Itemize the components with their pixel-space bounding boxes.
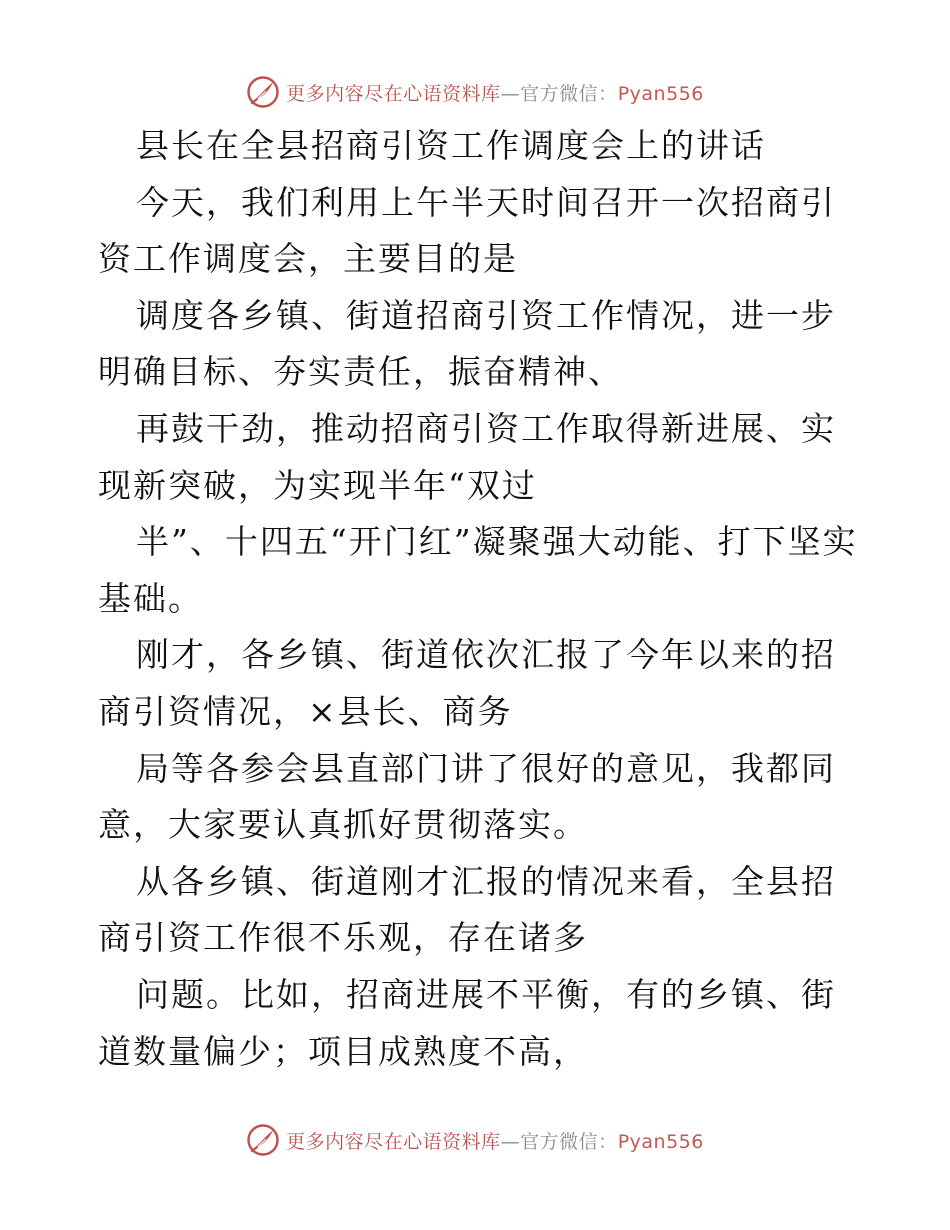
paragraph: 局等各参会县直部门讲了很好的意见，我都同意，大家要认真抓好贯彻落实。 bbox=[98, 748, 836, 845]
header-banner bbox=[0, 72, 950, 112]
paragraph: 半”、十四五“开门红”凝聚强大动能、打下坚实基础。 bbox=[98, 522, 858, 618]
banner-dash: — bbox=[500, 1130, 521, 1153]
paragraph: 从各乡镇、街道刚才汇报的情况来看，全县招商引资工作很不乐观，存在诸多 bbox=[98, 861, 836, 958]
banner-text bbox=[286, 79, 704, 106]
paragraph: 问题。比如，招商进展不平衡，有的乡镇、街道数量偏少；项目成熟度不高， bbox=[98, 974, 836, 1071]
banner-site-name: 更多内容尽在心语资料库 bbox=[286, 1130, 501, 1153]
footer-banner bbox=[0, 1120, 950, 1160]
paragraph: 今天，我们利用上午半天时间召开一次招商引资工作调度会，主要目的是 bbox=[98, 182, 836, 279]
banner-content bbox=[246, 1123, 704, 1157]
banner-wechat-id: Pyan556 bbox=[617, 82, 704, 105]
banner-wechat-label: 官方微信： bbox=[520, 1130, 618, 1153]
banner-site-name: 更多内容尽在心语资料库 bbox=[286, 82, 501, 105]
paragraph: 再鼓干劲，推动招商引资工作取得新进展、实现新突破，为实现半年“双过 bbox=[98, 408, 836, 505]
banner-content bbox=[246, 75, 704, 109]
paragraph: 调度各乡镇、街道招商引资工作情况，进一步明确目标、夯实责任，振奋精神、 bbox=[98, 295, 836, 392]
banner-text bbox=[286, 1127, 704, 1154]
quill-logo-icon bbox=[246, 1123, 280, 1157]
paragraph: 刚才，各乡镇、街道依次汇报了今年以来的招商引资情况，×县长、商务 bbox=[98, 635, 836, 731]
banner-wechat-id: Pyan556 bbox=[617, 1130, 704, 1153]
banner-dash: — bbox=[500, 82, 521, 105]
banner-wechat-label: 官方微信： bbox=[520, 82, 618, 105]
document-body bbox=[98, 118, 858, 1080]
quill-logo-icon bbox=[246, 75, 280, 109]
document-title: 县长在全县招商引资工作调度会上的讲话 bbox=[136, 126, 766, 165]
